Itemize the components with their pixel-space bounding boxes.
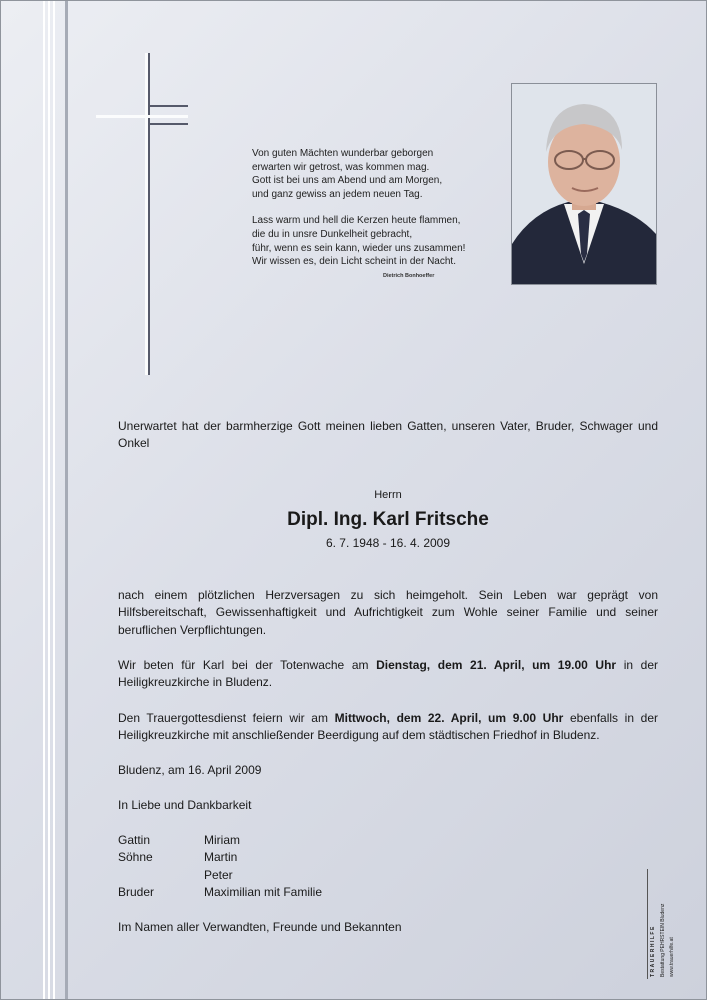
poem-line: führ, wenn es sein kann, wieder uns zusammen! <box>252 242 466 254</box>
deceased-name: Dipl. Ing. Karl Fritsche <box>287 509 489 530</box>
intro-text: Unerwartet hat der barmherzige Gott meinen lieben Gatten, unseren Vater, Bruder, Schwager und Onkel <box>118 419 658 451</box>
life-dates: 6. 7. 1948 - 16. 4. 2009 <box>325 536 451 550</box>
funeral-home-logo: TRAUERHILFE Bestattung PEHRSTEIN Bludenz www.trauerhilfe.at <box>647 869 679 979</box>
family-row: Peter <box>204 867 233 882</box>
paragraph-funeral: Den Trauergottesdienst feiern wir am Mittwoch, dem 22. April, um 9.00 Uhr ebenfalls in der Heiligkreuzkirche mit anschließender Beerdigung auf dem städtischen Friedhof in Bludenz. <box>118 711 658 743</box>
love-line: In Liebe und Dankbarkeit <box>118 798 252 812</box>
paragraph-wake: Wir beten für Karl bei der Totenwache am Dienstag, dem 21. April, um 19.00 Uhr in der Heiligkreuzkirche in Bludenz. <box>118 658 659 690</box>
poem-line: Gott ist bei uns am Abend und am Morgen, <box>252 175 443 187</box>
poem-author: Dietrich Bonhoeffer <box>383 273 435 279</box>
cross-icon <box>96 53 191 378</box>
family-row: Bruder Maximilian mit Familie <box>118 885 323 900</box>
poem-line: Von guten Mächten wunderbar geborgen <box>252 148 434 159</box>
poem <box>252 147 465 269</box>
closing-line: Im Namen aller Verwandten, Freunde und Bekannten <box>118 920 402 934</box>
decorative-stripes <box>39 1 69 999</box>
poem-line: die du in unsre Dunkelheit gebracht, <box>252 228 413 240</box>
poem-line: Lass warm und hell die Kerzen heute flammen, <box>252 215 461 227</box>
poem-line: Wir wissen es, dein Licht scheint in der Nacht. <box>252 256 456 268</box>
title-herrn: Herrn <box>374 489 402 501</box>
poem-line: erwarten wir getrost, was kommen mag. <box>252 161 430 173</box>
paragraph-life: nach einem plötzlichen Herzversagen zu sich heimgeholt. Sein Leben war geprägt von Hilfsbereitschaft, Gewissenhaftigkeit und Aufrichtigkeit zum Wohle seiner Familie und seiner beruflichen Verpflichtungen. <box>118 588 658 637</box>
place-date: Bludenz, am 16. April 2009 <box>118 763 262 777</box>
portrait-photo <box>511 83 657 285</box>
family-list <box>118 832 322 902</box>
family-row: Gattin Miriam <box>118 833 240 847</box>
family-row: Söhne Martin <box>118 850 238 865</box>
poem-line: und ganz gewiss an jedem neuen Tag. <box>252 188 423 200</box>
